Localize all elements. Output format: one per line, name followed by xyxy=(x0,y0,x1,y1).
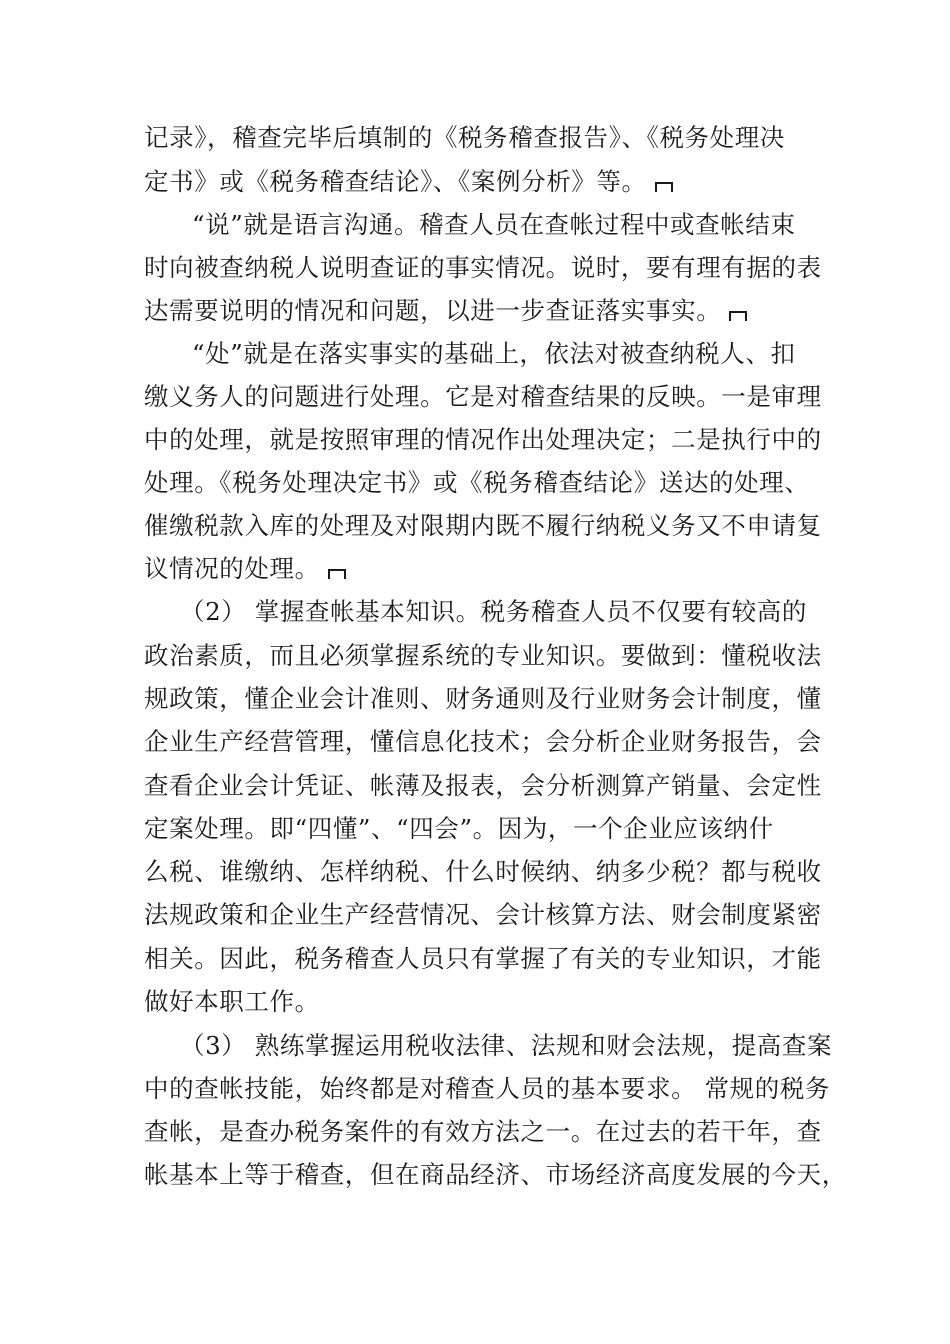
text-line-3: “说”就是语言沟通。稽查人员在查帐过程中或查帐结束 xyxy=(192,210,796,239)
text-line-21: 做好本职工作。 xyxy=(144,987,320,1016)
text-line-4: 时向被查纳税人说明查证的事实情况。说时，要有理有据的表 xyxy=(144,253,822,282)
text-line-10: 催缴税款入库的处理及对限期内既不履行纳税义务又不申请复 xyxy=(144,511,822,540)
text-line-1: 记录》，稽查完毕后填制的《税务稽查报告》、《税务处理决 xyxy=(144,123,785,152)
paragraph-mark-icon xyxy=(729,311,747,321)
text-line-13: 政治素质，而且必须掌握系统的专业知识。要做到：懂税收法 xyxy=(144,641,822,670)
text-line-11 xyxy=(144,554,346,584)
text-line-14: 规政策，懂企业会计准则、财务通则及行业财务会计制度，懂 xyxy=(144,684,822,713)
paragraph-mark-icon xyxy=(328,569,346,579)
text-line-18: 么税、谁缴纳、怎样纳税、什么时候纳、纳多少税？都与税收 xyxy=(144,857,822,886)
text-line-15: 企业生产经营管理，懂信息化技术；会分析企业财务报告，会 xyxy=(144,727,822,756)
text-line-5-text: 达需要说明的情况和问题，以进一步查证落实事实。 xyxy=(144,296,722,325)
text-line-8: 中的处理，就是按照审理的情况作出处理决定；二是执行中的 xyxy=(144,425,822,454)
text-line-12: （2） 掌握查帐基本知识。税务稽查人员不仅要有较高的 xyxy=(180,597,807,626)
text-line-6: “处”就是在落实事实的基础上，依法对被查纳税人、扣 xyxy=(192,339,796,368)
text-line-24: 查帐，是查办税务案件的有效方法之一。在过去的若干年，查 xyxy=(144,1117,822,1146)
text-line-16: 查看企业会计凭证、帐薄及报表，会分析测算产销量、会定性 xyxy=(144,771,822,800)
text-line-5 xyxy=(144,296,747,326)
text-line-23: 中的查帐技能，始终都是对稽查人员的基本要求。 常规的税务 xyxy=(144,1074,831,1103)
text-line-7: 缴义务人的问题进行处理。它是对稽查结果的反映。一是审理 xyxy=(144,382,822,411)
text-line-19: 法规政策和企业生产经营情况、会计核算方法、财会制度紧密 xyxy=(144,900,822,929)
text-line-17: 定案处理。即“四懂”、“四会”。因为，一个企业应该纳什 xyxy=(144,814,774,843)
text-line-25: 帐基本上等于稽查，但在商品经济、市场经济高度发展的今天， xyxy=(144,1160,847,1189)
text-line-20: 相关。因此，税务稽查人员只有掌握了有关的专业知识，才能 xyxy=(144,944,822,973)
text-line-2-text: 定书》或《税务稽查结论》、《案例分析》等。 xyxy=(144,167,647,196)
text-line-9: 处理。《税务处理决定书》或《税务稽查结论》送达的处理、 xyxy=(144,468,810,497)
text-line-22: （3） 熟练掌握运用税收法律、法规和财会法规，提高查案 xyxy=(180,1031,833,1060)
text-line-11-text: 议情况的处理。 xyxy=(144,554,320,583)
text-line-2 xyxy=(144,167,673,197)
paragraph-mark-icon xyxy=(655,182,673,192)
